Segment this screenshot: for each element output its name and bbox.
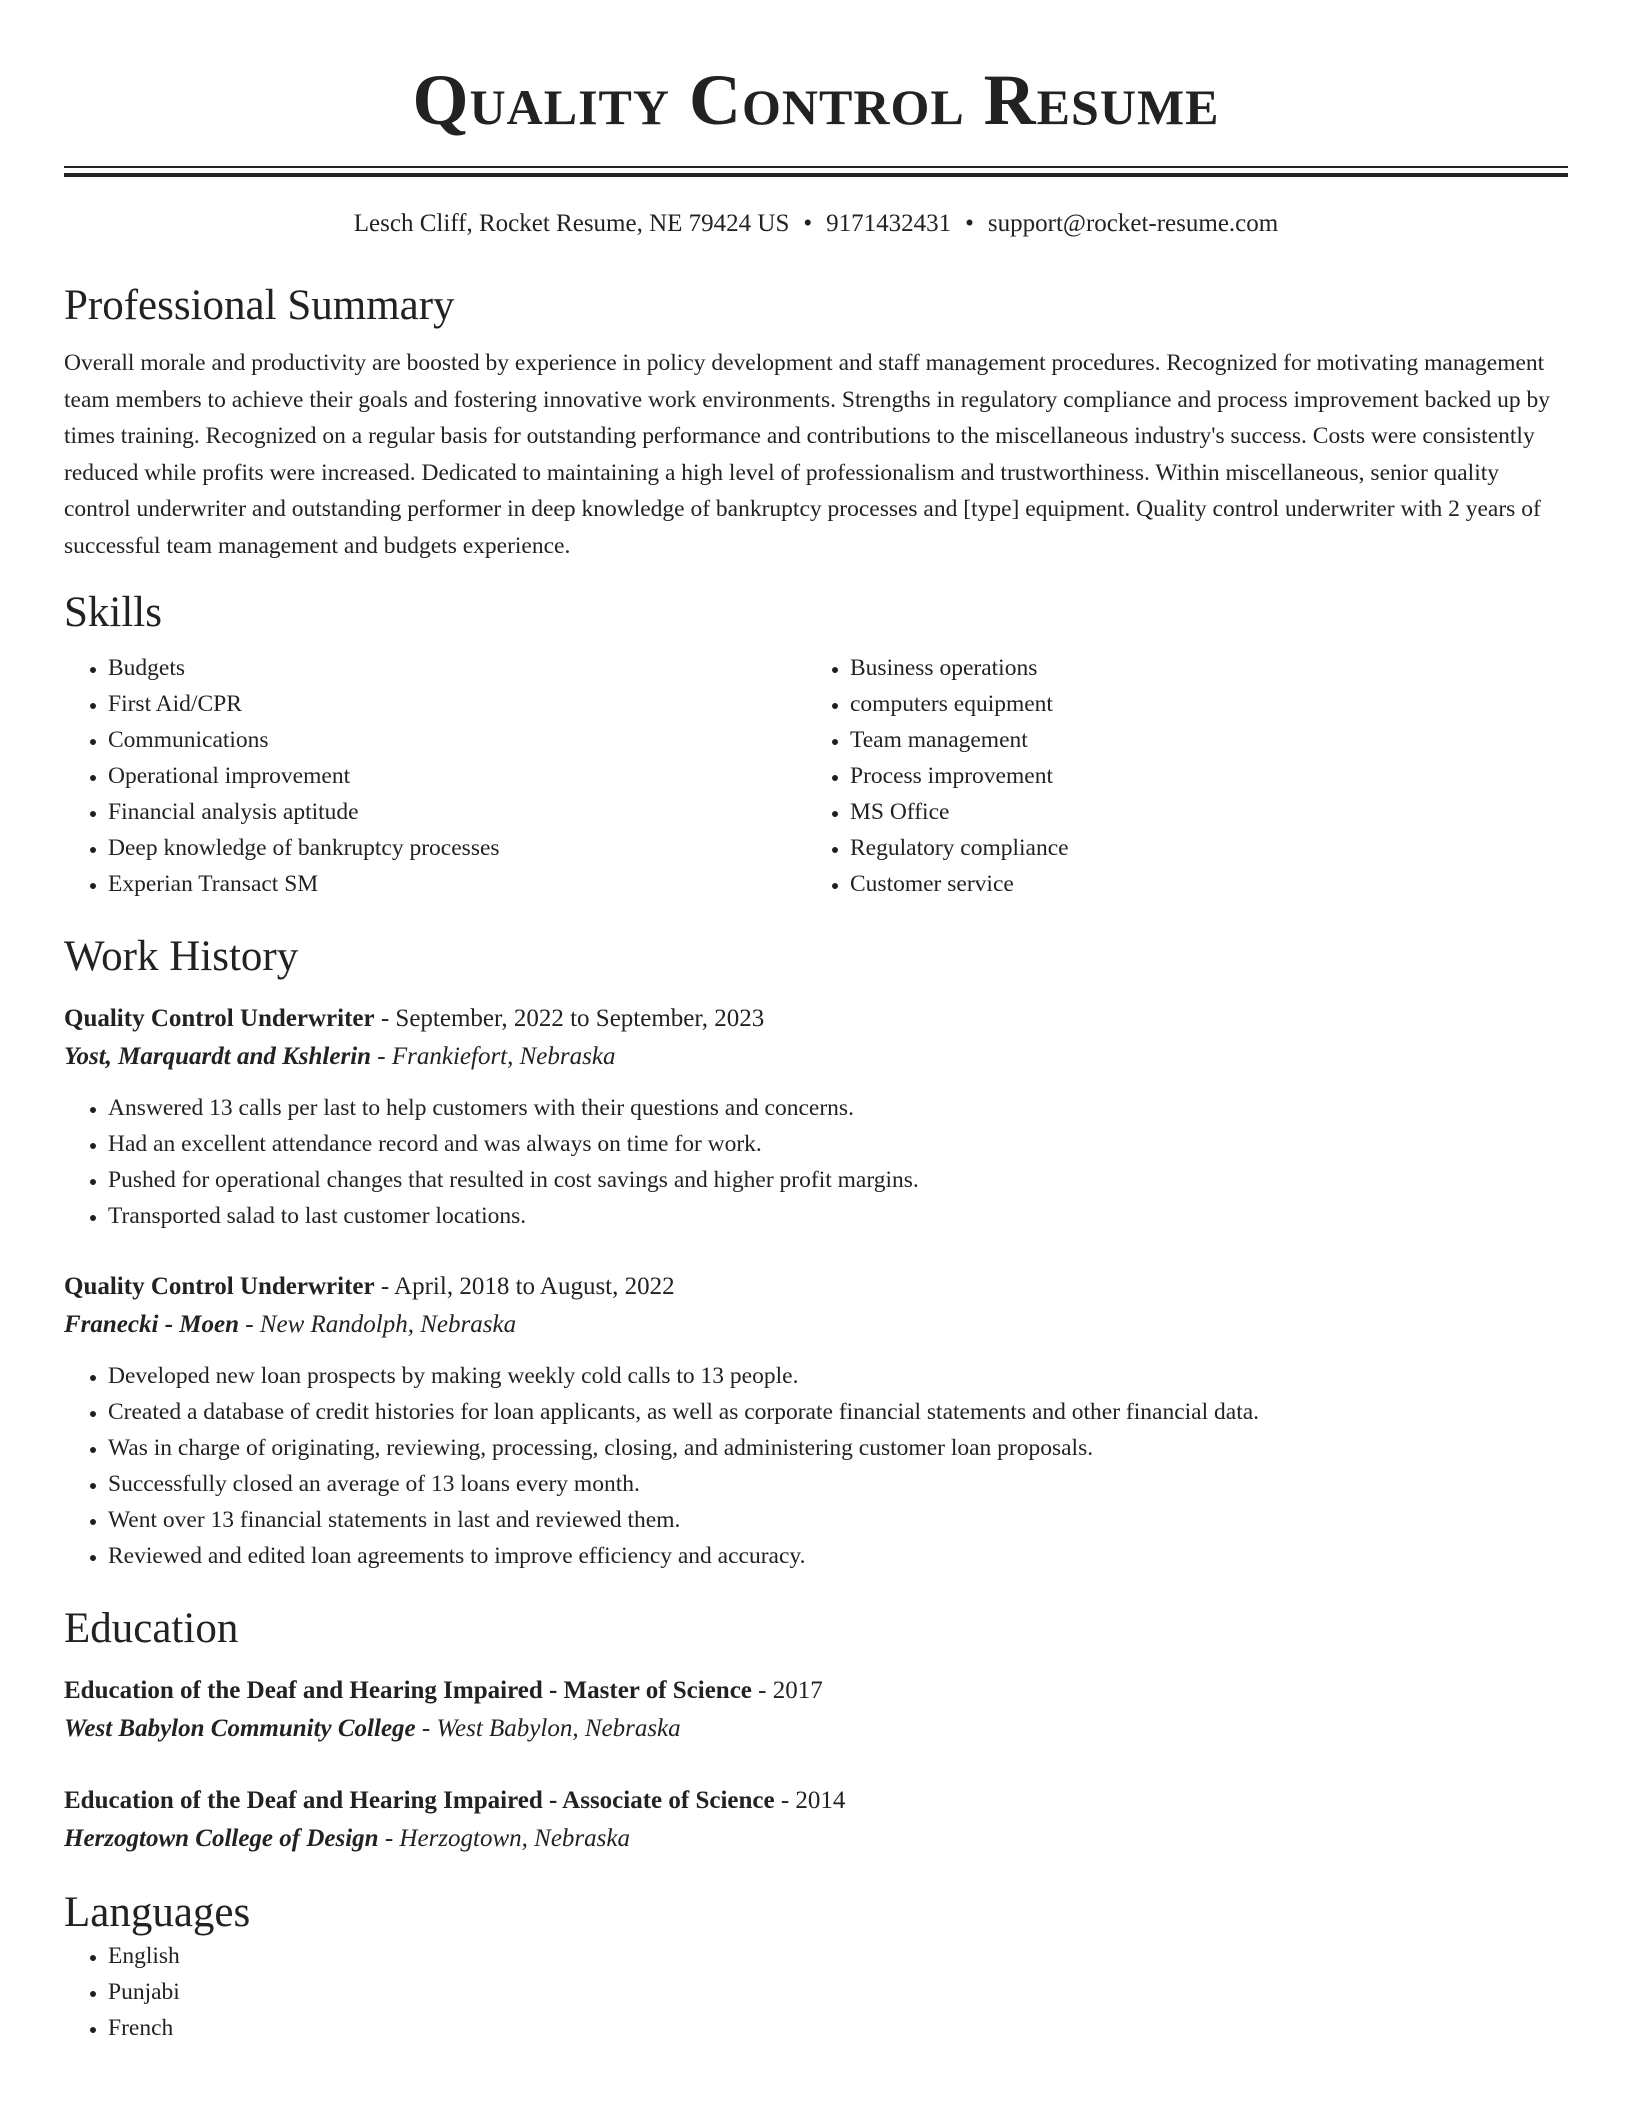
- job-title: Quality Control Underwriter: [64, 1005, 375, 1032]
- skill-item: • Process improvement: [850, 758, 1526, 794]
- job-dates: - September, 2022 to September, 2023: [380, 1005, 765, 1032]
- school-location: - West Babylon, Nebraska: [421, 1715, 681, 1742]
- skill-item: • MS Office: [850, 794, 1526, 830]
- skill-item: • Customer service: [850, 866, 1526, 902]
- summary-heading: Professional Summary: [64, 282, 455, 329]
- education-heading: Education: [64, 1605, 239, 1652]
- job-dates: - April, 2018 to August, 2022: [380, 1273, 675, 1300]
- job-duty: • Went over 13 financial statements in last and reviewed them.: [108, 1502, 1568, 1538]
- degree-line: [64, 1782, 1568, 1820]
- education-entry: [64, 1672, 1568, 1748]
- summary-text: Overall morale and productivity are boosted by experience in policy development and staff management procedures. Recognized for motivating management team members to achieve their goals and fostering innovative work environments. Strengths in regulatory compliance and process improvement backed up by times training. Recognized on a regular basis for outstanding performance and contributions to the miscellaneous industry's success. Costs were consistently reduced while profits were increased. Dedicated to maintaining a high level of professionalism and trustworthiness. Within miscellaneous, senior quality control underwriter and outstanding performer in deep knowledge of bankruptcy processes and [type] equipment. Quality control underwriter with 2 years of successful team management and budgets experience.: [64, 350, 1550, 559]
- job-duty: • Reviewed and edited loan agreements to improve efficiency and accuracy.: [108, 1538, 1568, 1574]
- skills-list: [64, 650, 1568, 902]
- job-company: Yost, Marquardt and Kshlerin: [64, 1043, 372, 1070]
- job-duty: • Pushed for operational changes that resulted in cost savings and higher profit margins.: [108, 1162, 1568, 1198]
- languages-heading: Languages: [64, 1889, 251, 1936]
- job-company-line: [64, 1306, 1568, 1344]
- skill-item: • Budgets: [108, 650, 806, 686]
- skill-item: • Team management: [850, 722, 1526, 758]
- job-duty: • Was in charge of originating, reviewing, processing, closing, and administering customer loan proposals.: [108, 1430, 1568, 1466]
- resume-title: Quality Control Resume: [412, 60, 1220, 140]
- skill-item: • Communications: [108, 722, 806, 758]
- job-entry: [64, 1268, 1568, 1574]
- contact-email: support@rocket-resume.com: [987, 210, 1279, 237]
- skill-item: • Operational improvement: [108, 758, 806, 794]
- language-item: • Punjabi: [108, 1974, 1568, 2010]
- school-line: [64, 1820, 1568, 1858]
- title-divider: [64, 166, 1568, 177]
- job-title: Quality Control Underwriter: [64, 1273, 375, 1300]
- school-line: [64, 1710, 1568, 1748]
- job-company-line: [64, 1038, 1568, 1076]
- skill-item: • Experian Transact SM: [108, 866, 806, 902]
- school-name: West Babylon Community College: [64, 1715, 416, 1742]
- job-duty: • Answered 13 calls per last to help customers with their questions and concerns.: [108, 1090, 1568, 1126]
- skill-item: • computers equipment: [850, 686, 1526, 722]
- job-location: - Frankiefort, Nebraska: [377, 1043, 616, 1070]
- degree-name: Education of the Deaf and Hearing Impaired - Master of Science: [64, 1677, 752, 1704]
- degree-line: [64, 1672, 1568, 1710]
- degree-year: - 2014: [780, 1787, 846, 1814]
- job-title-line: [64, 1268, 1568, 1306]
- contact-separator: •: [803, 210, 813, 237]
- skill-item: • Regulatory compliance: [850, 830, 1526, 866]
- job-duty: • Created a database of credit histories for loan applicants, as well as corporate financial statements and other financial data.: [108, 1394, 1568, 1430]
- skills-heading: Skills: [64, 589, 162, 636]
- school-location: - Herzogtown, Nebraska: [384, 1825, 630, 1852]
- job-duty: • Transported salad to last customer locations.: [108, 1198, 1568, 1234]
- contact-line: [64, 209, 1568, 239]
- contact-phone: 9171432431: [826, 210, 952, 237]
- contact-address: Lesch Cliff, Rocket Resume, NE 79424 US: [353, 210, 790, 237]
- degree-name: Education of the Deaf and Hearing Impaired - Associate of Science: [64, 1787, 775, 1814]
- skill-item: • First Aid/CPR: [108, 686, 806, 722]
- language-item: • French: [108, 2010, 1568, 2046]
- job-duty: • Successfully closed an average of 13 loans every month.: [108, 1466, 1568, 1502]
- skill-item: • Financial analysis aptitude: [108, 794, 806, 830]
- skills-column-left: [64, 650, 806, 902]
- job-entry: [64, 1000, 1568, 1234]
- degree-year: - 2017: [758, 1677, 823, 1704]
- job-title-line: [64, 1000, 1568, 1038]
- job-location: - New Randolph, Nebraska: [245, 1311, 517, 1338]
- job-duties: [64, 1358, 1568, 1574]
- skill-item: • Deep knowledge of bankruptcy processes: [108, 830, 806, 866]
- school-name: Herzogtown College of Design: [64, 1825, 379, 1852]
- job-duties: [64, 1090, 1568, 1234]
- contact-separator: •: [965, 210, 974, 237]
- job-duty: • Developed new loan prospects by making weekly cold calls to 13 people.: [108, 1358, 1568, 1394]
- job-duty: • Had an excellent attendance record and was always on time for work.: [108, 1126, 1568, 1162]
- work-history-heading: Work History: [64, 933, 299, 980]
- skill-item: • Business operations: [850, 650, 1526, 686]
- job-company: Franecki - Moen: [64, 1311, 239, 1338]
- education-entry: [64, 1782, 1568, 1858]
- skills-column-right: [806, 650, 1526, 902]
- languages-list: [64, 1938, 1568, 2046]
- language-item: • English: [108, 1938, 1568, 1974]
